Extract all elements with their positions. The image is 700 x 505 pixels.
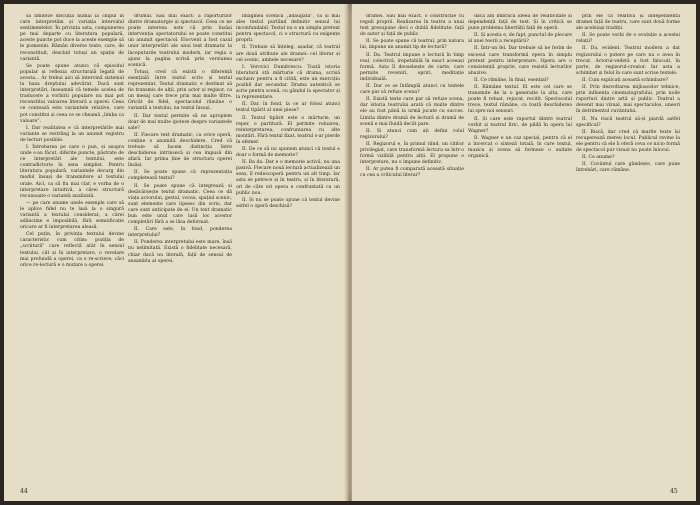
paragraph: Totuși, cred că există o diferență esențială între textul scris și textul reprezentat. Textul dramatic e destinat să fie transmis de alții, prin actor și regizor, ca un mesaj care trece prin mai multe filtre. Oricât de fidel, spectacolul rămâne o variantă a textului, nu textul însuși.	[128, 69, 232, 112]
paragraph: II. Ce anume?	[582, 155, 615, 161]
paragraph: Cel puțin, în privința textului devine caracteristic cum citim: poziția de „scriitură” care reflectă atât în sensul textului, cât și în interpretare, o revelare mai profundă a operei, ca o re-scriere; căci orice re-lectură e o mutare a operei.	[20, 232, 124, 268]
book-spread	[4, 4, 696, 501]
paragraph: II. Trebuie să înțeleg, așadar, că teatrul are două atribute ale dramei: cel literar și cel scenic, ambele necesare?	[236, 45, 340, 63]
paragraph: II. Se poate vorbi de o evoluție a acestei relații?	[576, 33, 680, 45]
paragraph: I. Verovici Dumitrescu: Toată istoria literaturii stă mărturie că drama, scrisă exclusiv pentru a fi citită, este un exercițiu posibil dar secundar. Drama autentică se scrie pentru scenă, cu gândul la spectator și la reprezentare.	[236, 64, 340, 101]
paragraph: imaginea scenică „adăugată”, ca și mai ales textul purtând definitiv sensul lui inconfundabil. Textul nu e un simplu pretext pentru spectacol, ci o structură cu exigențe proprii.	[236, 14, 340, 44]
paragraph: II. Și care este raportul dintre teatrul vorbit și teatrul liric, de pildă în opera lui Wagner?	[468, 116, 572, 134]
paragraph: II. Ar putea fi comparată această situație cu cea a criticului literar?	[360, 167, 464, 179]
left-page-column-2	[128, 14, 232, 484]
paragraph: II. Wagner e un caz special, pentru că el a încercat o sinteză totală, în care textul, muzica și scena să formeze o unitate organică.	[468, 135, 572, 160]
right-page-column-2	[468, 14, 572, 484]
paragraph: II. Cuvântul care gândește, care pune întrebări, care rămâne.	[576, 162, 680, 174]
paragraph: II. Într-un fel. Dar trebuie să ne ferim de excesul care transformă opera în simplu pretext pentru interpretare. Opera are o consistență proprie, care rezistă lecturilor abuzive.	[468, 46, 572, 76]
paragraph: drumul. Sau mai exact: a raporturilor dintre dramaturgie și spectacol. Ceea ce ne poate interesa este că prin însăși intervenția spectatorului se poate constitui un anumit spectacol. Elocvent a fost cazul unor interpretări ale unui text dramatic la începuturile teatrului modern, iar regia a ajuns la pagina scrisă prin versiunea scenică.	[128, 14, 232, 68]
paragraph: II. Se poate spune că reprezentația completează textul?	[128, 170, 232, 182]
paragraph: II. Prin dezvoltarea mijloacelor tehnice, prin influența cinematografului, prin noile raporturi dintre artă și public. Teatrul a devenit mai vizual, mai spectaculos, uneori în detrimentul cuvântului.	[576, 85, 680, 115]
paragraph: prin ele că relativă și independentă dramei față de teatru, care sunt două forme ale aceleiași tradiții.	[576, 14, 680, 32]
paragraph: II. Ba da. Dar e o memorie activă, nu una pasivă. Fiecare nouă lectură actualizează un sens, îl redescoperă pentru un alt timp. Iar asta se petrece și în teatru, și în literatură, ori de câte ori opera e confruntată cu un public nou.	[236, 160, 340, 196]
paragraph: II. Și atunci cum ați defini rolul regizorului?	[360, 128, 464, 140]
paragraph: II. Se poate spune că integrează și desăvârșește textul dramatic. Ceea ce dă viața actorului, gestul, vocea, spațiul scenic, sunt elemente care lipsesc din scris, dar care sunt anticipate de el. Un text dramatic bun este unul care lasă loc acestor completări fără a se lăsa deformat.	[128, 183, 232, 226]
paragraph: — pe care anume unele exemple care să le aplice fidel nu te lasă la o singură variantă a textului considerat, a cărei adâncime e imposibilă, fără semnificație oricare ar fi interpretarea aleasă.	[20, 200, 124, 231]
paragraph: II. Da, evident. Teatrul modern a dat regizorului o putere pe care nu o avea în trecut. Actorul-vedetă a fost înlocuit, în parte, de regizorul-creator. Iar asta a schimbat și felul în care sunt scrise textele.	[576, 46, 680, 76]
paragraph: II. Rămâne textul. El este cel care se transmite de la o generație la alta, care poate fi reluat, rejucat, recitit. Spectacolul trece, textul rămâne, cu toată deschiderea lui spre noi sensuri.	[468, 85, 572, 115]
paragraph: II. Nu riscă teatrul să-și piardă astfel specificul?	[576, 116, 680, 128]
right-page-column-1	[360, 14, 464, 484]
paragraph: II. Există texte care par să refuze scena, dar istoria teatrului arată că multe dintre ele au fost până la urmă jucate cu succes. Limita dintre dramă de lectură și dramă de scenă e mai fluidă decât pare.	[360, 97, 464, 127]
paragraph: II. Și acesta e, de fapt, punctul de plecare al unei teorii a receptării?	[468, 33, 572, 45]
paragraph: II. Și nu se poate spune că textul devine astfel o operă deschisă?	[236, 197, 340, 209]
paragraph: II. Da. Teatrul impune o lectură în timp real, colectivă, irepetabilă în exact aceeași formă. Asta îl deosebește de carte, care permite reveniri, opriri, meditație individuală.	[360, 52, 464, 82]
left-page	[4, 4, 348, 501]
left-page-column-3	[236, 14, 340, 484]
paragraph: II. Cum explicați această schimbare?	[582, 77, 669, 83]
page-number-right: 45	[670, 488, 678, 495]
paragraph: II. Se poate spune că teatrul, prin natura lui, impune un anumit tip de lectură?	[360, 39, 464, 51]
paragraph: Se poate spune atunci că episodul popular și reflexia structurală legată de acesta... Ar trebui aici să intervină sistemul la baza dreptului adevărat. Dacă sunt interpretări, înseamnă că temele acelea de traducere a vorbirii populare nu mai pot reconstitui valoarea literară a operei. Ceea ce contează este variantele relative, care pot constitui și ceea ce se cheamă „limba ca valoare”.	[20, 63, 124, 124]
paragraph: II. Dar ce se întâmplă atunci cu textele care par să refuze scena?	[360, 84, 464, 96]
paragraph: II. Riscă, dar cred că marile texte își recuperează mereu locul. Publicul revine la ele pentru că ele îi oferă ceva ce nicio formă de spectacol pur vizual nu poate înlocui.	[576, 129, 680, 153]
paragraph: I. Dar realitatea e că interpretările mai variante se restrâng la un anumit registru de lecturi posibile.	[20, 125, 124, 143]
page-number-left: 44	[20, 488, 28, 495]
paragraph: II. De ce să nu spunem atunci că textul e doar o formă de memorie?	[236, 146, 340, 159]
paragraph: II. Fiecare text dramatic, ca orice operă, conține o anumită deschidere. Cred că trebuie să facem distincția între deschiderea intrinsecă și cea impusă din afară. Iar prima ține de structura operei însăși.	[128, 132, 232, 169]
paragraph: II. Regizorul e, în primul rând, un cititor privilegiat, care transformă lectura sa într-o formă vizibilă pentru alții. El propune o interpretare, nu o impune definitiv.	[360, 141, 464, 166]
paragraph: II. Dar textul permite să ne apropiem doar de mai multe ipoteze despre variantele sale?	[128, 113, 232, 131]
right-page	[352, 4, 696, 501]
paragraph: dacă am îmbrăca ideea de relativitate și dependență față de text. Și în critică se pune problema libertății față de operă.	[468, 14, 572, 32]
right-page-column-3	[576, 14, 680, 484]
paragraph: II. Ce rămâne, în final, esențial?	[474, 77, 549, 83]
paragraph: II. Dar, în fond, la ce ar folosi atunci textul tipărit al unei piese?	[236, 102, 340, 114]
left-page-column-1	[20, 14, 124, 484]
paragraph: dramei. Sau mai exact, o construcție cu reguli proprii. Realizarea în teatru a unui text presupune deci o dublă fidelitate: față de autor și față de public.	[360, 14, 464, 38]
paragraph: II. Textul tipărit este o mărturie, un reper, o partitură. El permite reluarea, reinterpretarea, confruntarea cu alte montări. Fără textul fixat, teatrul s-ar pierde în efemer.	[236, 115, 340, 145]
paragraph: I. Întrebarea pe care o pun, și asupra unde s-au făcut, diferite puncte, păstrate de ce interpretări ale textului, este contradictorie în sens simplist. Pentru literatura populară, variantele decurg din modul însuși de transmitere al textului orale. Aici, ca să fiu mai clar, e vorba de o interpretare intuitivă, a cărei structură recunoaște o variantă analizată.	[20, 144, 124, 199]
paragraph: să limiteze discuția numai la chipul în care interpretăm și variația intervalul sentimentelor. În privința asta, compunerea pe mai departe cu literatura populară, aceste puncte pot duce la aceste exemple să le pomenim. Rămân diverse texte, care, de reconstituit, deschid totuși un spațiu de variantă.	[20, 14, 124, 62]
paragraph: II. Ponderea interpretului este mare, însă nu nelimitată. Există o fidelitate necesară, chiar dacă nu literală, față de sensul de ansamblu al operei.	[128, 240, 232, 264]
paragraph: II. Care este, în fond, ponderea interpretului?	[128, 227, 232, 239]
